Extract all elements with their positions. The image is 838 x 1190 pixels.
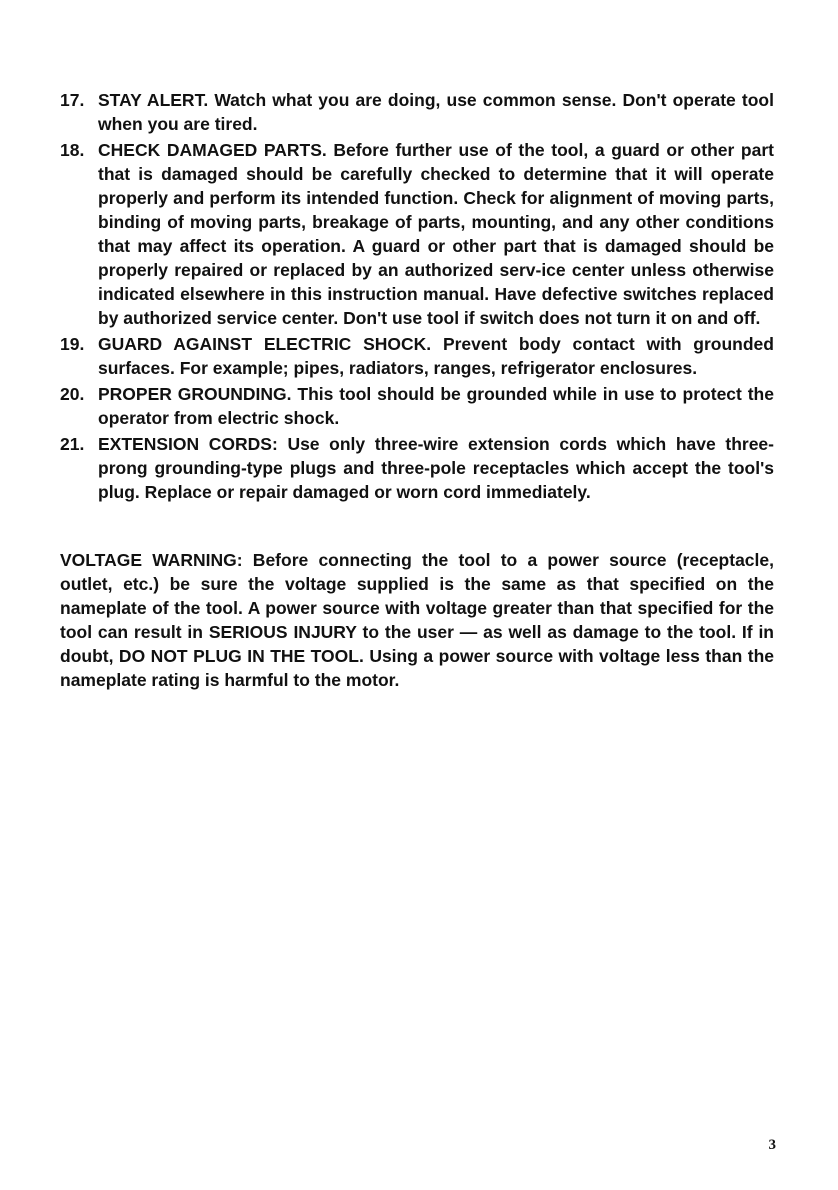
rule-heading: CHECK DAMAGED PARTS. [98, 140, 327, 160]
rule-heading: STAY ALERT. [98, 90, 209, 110]
voltage-warning: VOLTAGE WARNING: Before connecting the tool to a power source (receptacle, outlet, etc.) be sure the voltage supplied is the same as that specified on the nameplate of the tool. A power source with voltage greater than that specified for the tool can result in SERIOUS INJURY to the user — as well as damage to the tool. If in doubt, DO NOT PLUG IN THE TOOL. Using a power source with voltage less than the nameplate rating is harmful to the motor. [60, 550, 774, 690]
rule-body [98, 332, 774, 380]
rule-heading: EXTENSION CORDS: [98, 434, 278, 454]
rule-number: 21. [60, 434, 85, 454]
safety-rules-list [60, 88, 774, 504]
rule-heading: PROPER GROUNDING. [98, 384, 292, 404]
rule-item-18 [60, 138, 774, 330]
rule-text: Prevent body contact with grounded surfaces. For example; pipes, radiators, ranges, refrigerator enclosures. [98, 334, 774, 378]
rule-text: Before further use of the tool, a guard or other part that is damaged should be carefully checked to determine that it will operate properly and perform its intended function. Check for alignment of moving parts, binding of moving parts, breakage of parts, mounting, and any other conditions that may affect its operation. A guard or other part that is damaged should be properly repaired or replaced by an authorized serv-ice center unless otherwise indicated elsewhere in this instruction manual. Have defective switches replaced by authorized service center. Don't use tool if switch does not turn it on and off. [98, 140, 774, 328]
manual-page [60, 88, 774, 710]
rule-item-19 [60, 332, 774, 380]
rule-heading: GUARD AGAINST ELECTRIC SHOCK. [98, 334, 432, 354]
rule-text: Use only three-wire extension cords which have three-prong grounding-type plugs and three-pole receptacles which accept the tool's plug. Replace or repair damaged or worn cord immediately. [98, 434, 774, 502]
rule-text: Watch what you are doing, use common sense. Don't operate tool when you are tired. [98, 90, 774, 134]
rule-item-17 [60, 88, 774, 136]
rule-body [98, 138, 774, 330]
rule-item-21 [60, 432, 774, 504]
page-number: 3 [768, 1137, 776, 1153]
rule-body [98, 382, 774, 430]
rule-number: 19. [60, 334, 85, 354]
rule-body [98, 432, 774, 504]
rule-body [98, 88, 774, 136]
rule-text: This tool should be grounded while in use to protect the operator from electric shock. [98, 384, 774, 428]
rule-number: 17. [60, 90, 85, 110]
rule-number: 18. [60, 140, 85, 160]
rule-item-20 [60, 382, 774, 430]
rule-number: 20. [60, 384, 85, 404]
